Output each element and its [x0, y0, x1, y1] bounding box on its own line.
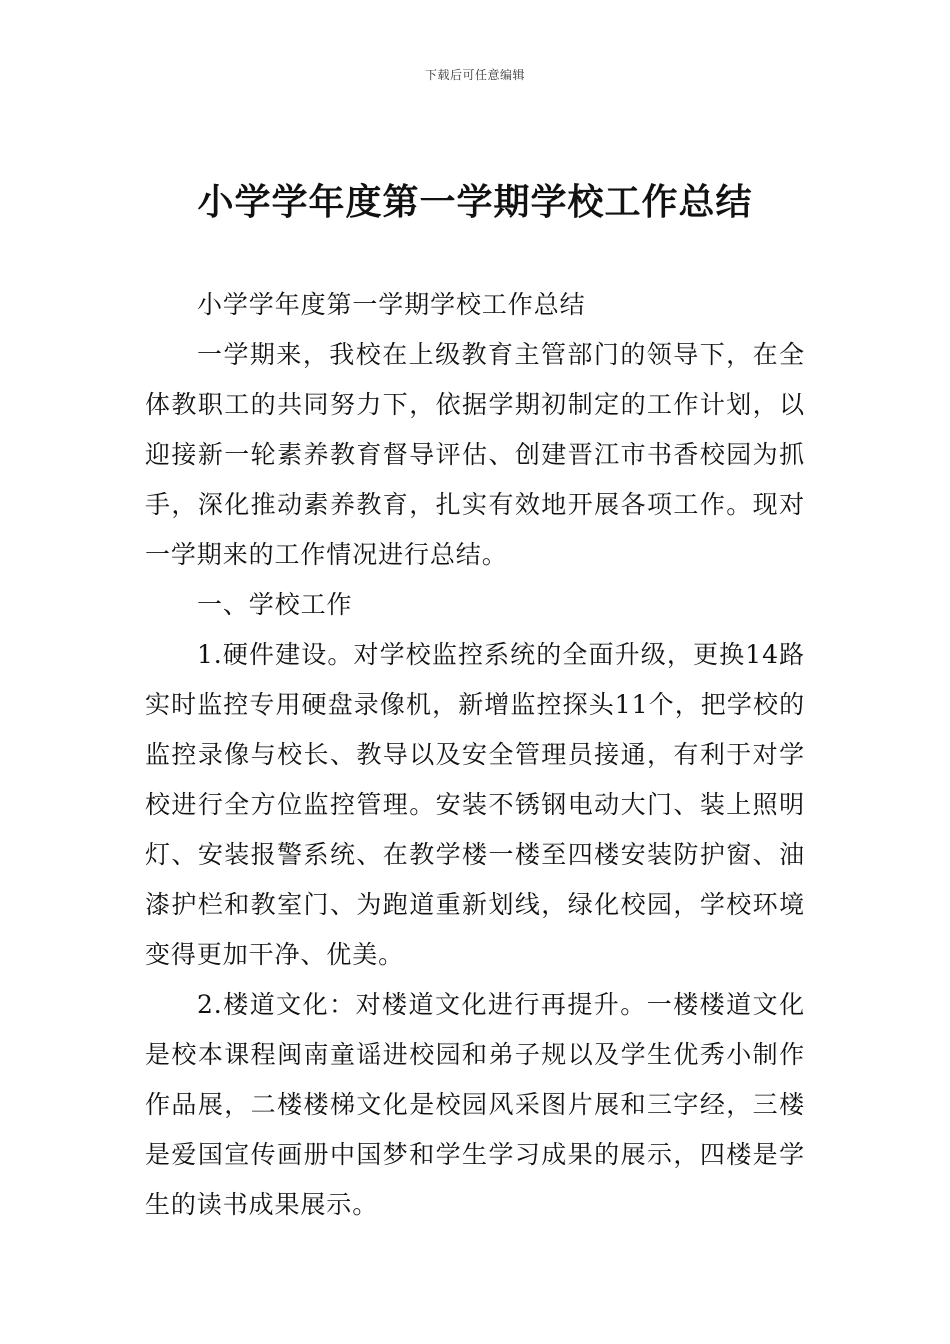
document-body — [145, 280, 805, 1230]
intro-paragraph: 一学期来，我校在上级教育主管部门的领导下，在全体教职工的共同努力下，依据学期初制定的工作计划，以迎接新一轮素养教育督导评估、创建晋江市书香校园为抓手，深化推动素养教育，扎实有效地开展各项工作。现对一学期来的工作情况进行总结。 — [145, 340, 805, 569]
document-title: 小学学年度第一学期学校工作总结 — [197, 182, 753, 223]
header-note: 下载后可任意编辑 — [424, 68, 525, 82]
section-heading: 一、学校工作 — [197, 590, 353, 619]
subtitle-paragraph: 小学学年度第一学期学校工作总结 — [197, 290, 586, 319]
hardware-paragraph: 1.硬件建设。对学校监控系统的全面升级，更换14路实时监控专用硬盘录像机，新增监控探头11个，把学校的监控录像与校长、教导以及安全管理员接通，有利于对学校进行全方位监控管理。安装不锈钢电动大门、装上照明灯、安装报警系统、在教学楼一楼至四楼安装防护窗、油漆护栏和教室门、为跑道重新划线，绿化校园，学校环境变得更加干净、优美。 — [145, 640, 805, 969]
corridor-culture-paragraph: 2.楼道文化：对楼道文化进行再提升。一楼楼道文化是校本课程闽南童谣进校园和弟子规以及学生优秀小制作作品展，二楼楼梯文化是校园风采图片展和三字经，三楼是爱国宣传画册中国梦和学生学习成果的展示，四楼是学生的读书成果展示。 — [145, 990, 805, 1219]
